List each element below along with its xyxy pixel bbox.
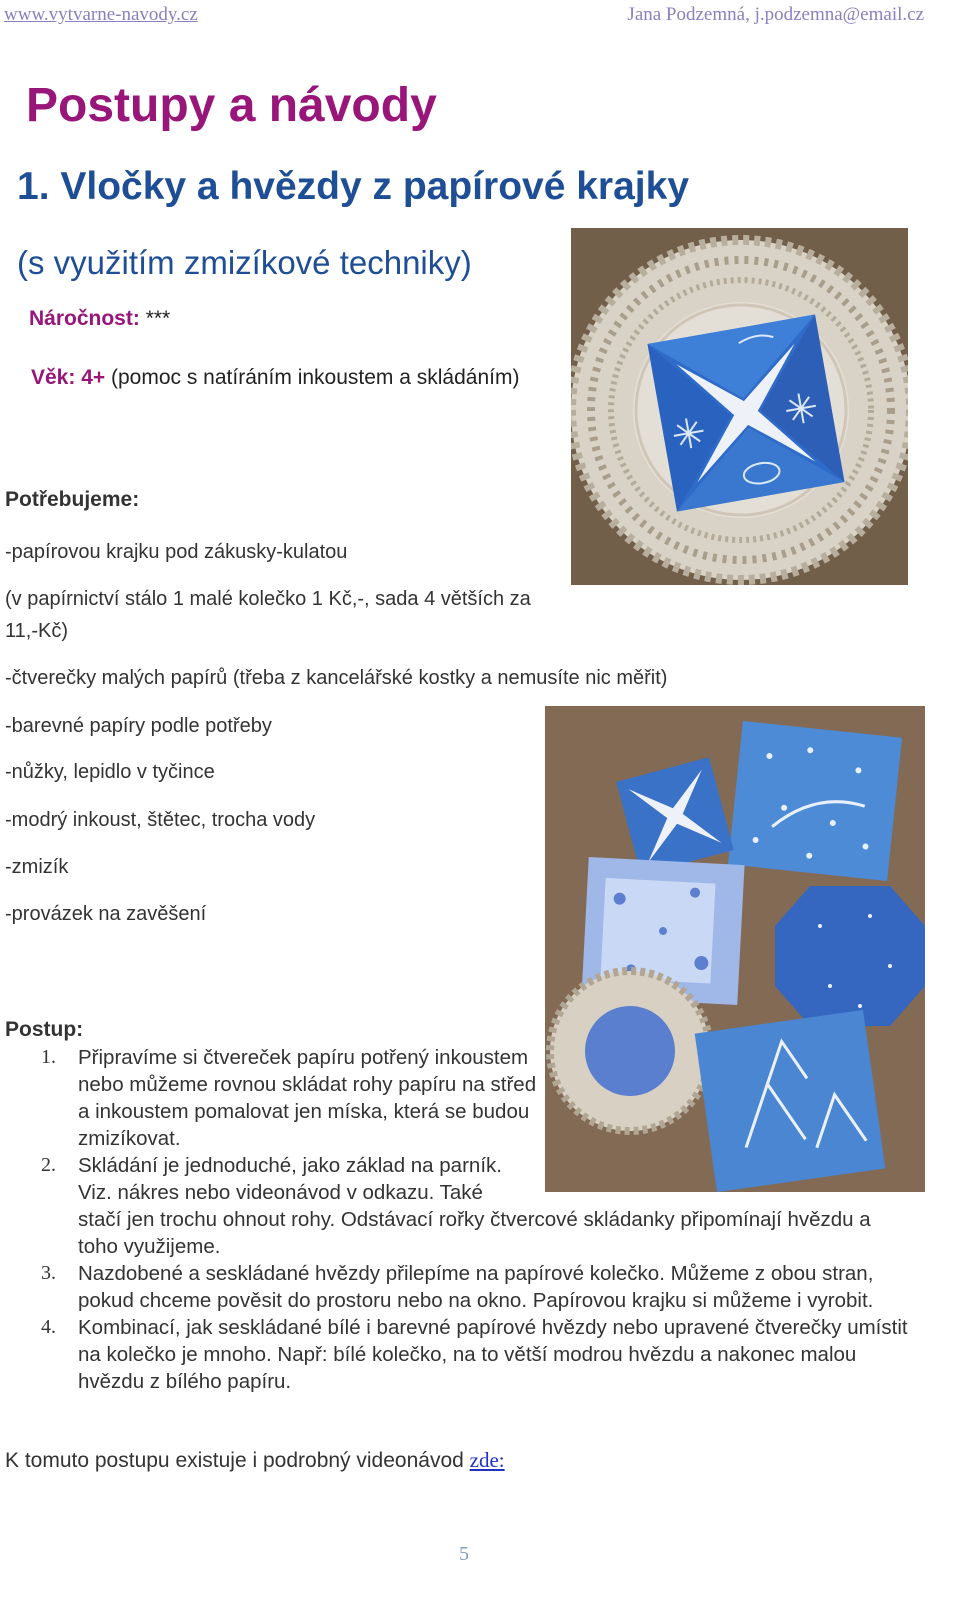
step-item xyxy=(5,1314,908,1395)
header-site[interactable] xyxy=(4,4,198,26)
article-title: 1. Vločky a hvězdy z papírové krajky xyxy=(17,165,690,208)
step-item xyxy=(5,1044,548,1152)
needs-item: -čtverečky malých papírů (třeba z kancelářské kostky a nemusíte nic měřit) xyxy=(5,667,668,689)
age-label: Věk: 4+ xyxy=(31,366,106,389)
needs-item: (v papírnictví stálo 1 malé kolečko 1 Kč,-, sada 4 větších za xyxy=(5,588,531,610)
needs-item: -barevné papíry podle potřeby xyxy=(5,715,272,737)
page-title: Postupy a návody xyxy=(26,79,437,132)
article-subtitle: (s využitím zmizíkové techniky) xyxy=(17,244,472,281)
needs-item: -zmizík xyxy=(5,856,69,878)
difficulty-label: Náročnost: xyxy=(29,307,140,330)
small-doily xyxy=(550,971,710,1131)
video-link-line xyxy=(5,1448,505,1473)
step-number: 1. xyxy=(41,1046,56,1068)
step-number: 4. xyxy=(41,1316,56,1338)
age-value: (pomoc s natíráním inkoustem a skládáním) xyxy=(105,366,520,389)
step-text: Viz. nákres nebo videonávod v odkazu. Také xyxy=(78,1181,483,1204)
site-link[interactable]: www.vytvarne-navody.cz xyxy=(4,4,198,25)
needs-item: -modrý inkoust, štětec, trocha vody xyxy=(5,809,316,831)
age xyxy=(31,366,519,390)
needs-heading: Potřebujeme: xyxy=(5,488,140,511)
needs-item: -nůžky, lepidlo v tyčince xyxy=(5,761,215,783)
needs-item: -papírovou krajku pod zákusky-kulatou xyxy=(5,541,348,563)
step-text: stačí jen trochu ohnout rohy. Odstávací rořky čtvercové skládanky připomínají hvězdu a toho využijeme. xyxy=(78,1208,871,1258)
difficulty-value: *** xyxy=(139,307,171,330)
step-number: 2. xyxy=(41,1154,56,1176)
needs-item: -provázek na zavěšení xyxy=(5,903,207,925)
footer-text: K tomuto postupu existuje i podrobný videonávod xyxy=(5,1449,470,1472)
difficulty xyxy=(29,307,170,331)
page-number: 5 xyxy=(459,1543,469,1565)
header-author: Jana Podzemná, j.podzemna@email.cz xyxy=(627,4,924,25)
paper-stars-photo xyxy=(545,706,925,1192)
octagon-star xyxy=(775,886,925,1026)
doily-star-photo xyxy=(571,228,908,585)
step-text: Nazdobené a seskládané hvězdy přilepíme na papírové kolečko. Můžeme z obou stran, pokud chceme pověsit do prostoru nebo na okno. Papírovou krajku si můžeme i vyrobit. xyxy=(78,1262,874,1312)
patterned-square-top-right xyxy=(728,721,902,881)
step-number: 3. xyxy=(41,1262,56,1284)
needs-item: 11,-Kč) xyxy=(5,620,68,642)
step-text: Kombinací, jak seskládané bílé i barevné papírové hvězdy nebo upravené čtverečky umístit na kolečko je mnoho. Např: bílé kolečko, na to větší modrou hvězdu a nakonec malou hvězdu z bílého papíru. xyxy=(78,1316,908,1393)
tree-pattern-square xyxy=(695,1010,886,1192)
step-text: Skládání je jednoduché, jako základ na parník. xyxy=(78,1154,502,1177)
video-link[interactable]: zde: xyxy=(469,1448,505,1472)
procedure-heading: Postup: xyxy=(5,1018,84,1041)
step-text: Připravíme si čtvereček papíru potřený inkoustem nebo můžeme rovnou skládat rohy papíru na střed a inkoustem pomalovat jen míska, která se budou zmizíkovat. xyxy=(78,1046,537,1150)
folded-star xyxy=(648,315,845,512)
step-item xyxy=(5,1260,908,1314)
